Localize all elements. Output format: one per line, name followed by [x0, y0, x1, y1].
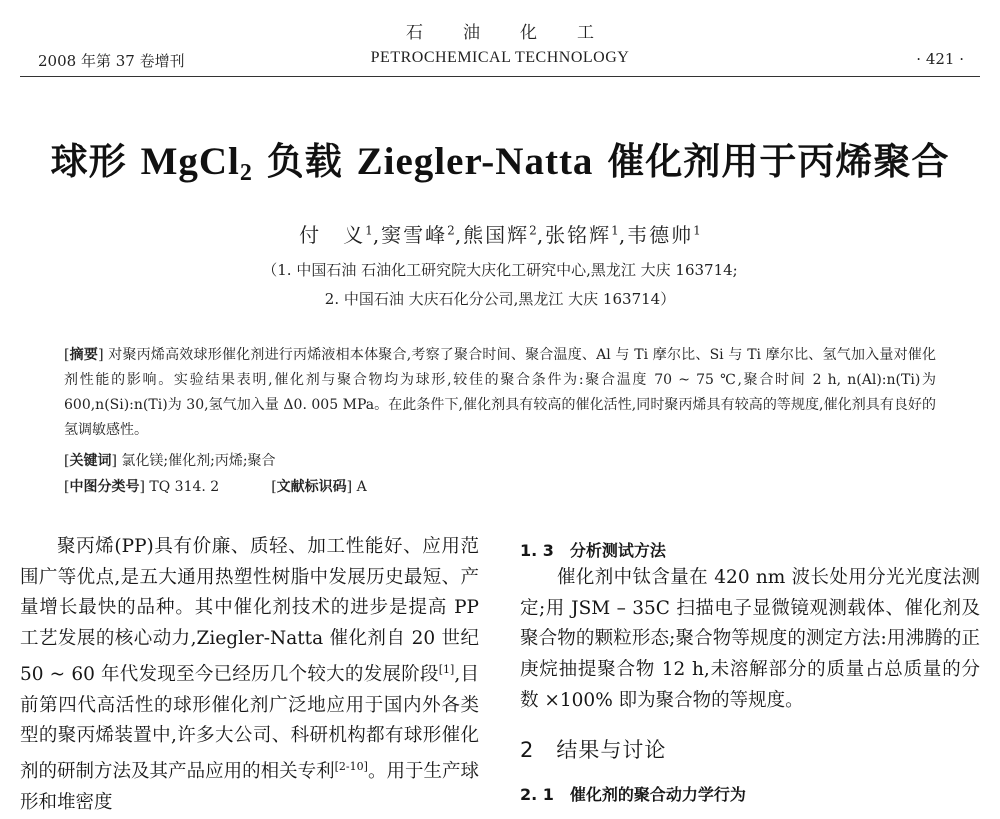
clc-bracket-close: ] — [139, 479, 145, 495]
title-part3: 催化剂用于丙烯聚合 — [593, 140, 950, 183]
author-affiliation-mark: 1 — [365, 223, 373, 238]
abstract-label-open: [ — [64, 347, 70, 363]
clc-label: 中图分类号 — [69, 479, 140, 495]
doc-code-bracket-open: [ — [271, 479, 277, 495]
section-1-3-text: 催化剂中钛含量在 420 nm 波长处用分光光度法测定;用 JSM – 35C 扫描电子显微镜观测载体、催化剂及聚合物的颗粒形态;聚合物等规度的测定方法:用沸腾的正庚烷抽提聚合物 12 h,未溶解部分的质量占总质量的分数 ×100% 即为聚合物的等规度。 — [520, 567, 980, 711]
title-part1: 球形 — [50, 140, 141, 183]
journal-title-cn: 石油化工 — [406, 23, 634, 43]
keywords-label: 关键词 — [69, 453, 112, 469]
abstract — [64, 343, 936, 443]
clc-value: TQ 314. 2 — [149, 479, 220, 495]
author-name: 张铭辉 — [545, 223, 612, 247]
citation-ref: [2-10] — [334, 760, 368, 774]
classification — [64, 475, 936, 500]
author-name: 窦雪峰 — [381, 223, 448, 247]
abstract-text: 对聚丙烯高效球形催化剂进行丙烯液相本体聚合,考察了聚合时间、聚合温度、Al 与 Ti 摩尔比、Si 与 Ti 摩尔比、氢气加入量对催化剂性能的影响。实验结果表明,催化剂与聚合物均为球形,较佳的聚合条件为:聚合温度 70 ~ 75 ℃,聚合时间 2 h, n(Al):n(Ti)为 600,n(Si):n(Ti)为 30,氢气加入量 Δ0. 005 MPa。在此条件下,催化剂具有较高的催化活性,同时聚丙烯具有较高的等规度,催化剂具有良好的氢调敏感性。 — [64, 347, 937, 438]
author-separator: , — [536, 223, 546, 247]
page-number: · 421 · — [916, 50, 964, 68]
title-formula — [140, 140, 253, 186]
author-list — [0, 219, 1000, 248]
abstract-label-close: ] — [98, 347, 104, 363]
intro-text-c: 。用于生产球形和堆密度 — [20, 761, 479, 813]
header-rule — [20, 76, 980, 77]
keywords — [64, 449, 936, 474]
author-separator: , — [454, 223, 464, 247]
journal-title-en: PETROCHEMICAL TECHNOLOGY — [370, 49, 630, 66]
keywords-text: 氯化镁;催化剂;丙烯;聚合 — [121, 453, 276, 469]
author-separator: , — [618, 223, 628, 247]
author-affiliation-mark: 2 — [529, 223, 537, 238]
intro-paragraph — [20, 532, 479, 819]
title-latin: Ziegler-Natta — [356, 140, 594, 183]
issue-label: 2008 年第 37 卷增刊 — [38, 52, 185, 70]
keywords-bracket-open: [ — [64, 453, 70, 469]
doc-code-value: A — [356, 479, 367, 495]
affiliation-line-2: 2. 中国石油 大庆石化分公司,黑龙江 大庆 163714） — [324, 290, 676, 308]
author-affiliation-mark: 1 — [693, 223, 701, 238]
clc-bracket-open: [ — [64, 479, 70, 495]
affiliation-line-1: （1. 中国石油 石油化工研究院大庆化工研究中心,黑龙江 大庆 163714; — [262, 261, 738, 279]
author-name: 韦德帅 — [627, 223, 694, 247]
abstract-label: 摘要 — [69, 347, 99, 363]
title-formula-sub: 2 — [239, 160, 253, 186]
intro-text-b: ,目前第四代高活性的球形催化剂广泛地应用于国内外各类型的聚丙烯装置中,许多大公司、科研机构都有球形催化剂的研制方法及其产品应用的相关专利 — [20, 663, 479, 783]
title-part2: 负载 — [252, 140, 357, 183]
section-1-3-heading: 1. 3 分析测试方法 — [520, 541, 666, 560]
author-name: 熊国辉 — [463, 223, 530, 247]
section-2-heading: 2 结果与讨论 — [520, 738, 667, 762]
paper-title — [0, 131, 1000, 185]
title-formula-main: MgCl — [140, 140, 240, 183]
doc-code-label: 文献标识码 — [276, 479, 347, 495]
author-affiliation-mark: 1 — [611, 223, 619, 238]
section-2-1-heading: 2. 1 催化剂的聚合动力学行为 — [520, 785, 746, 804]
citation-ref: [1] — [438, 662, 455, 676]
doc-code-bracket-close: ] — [346, 479, 353, 495]
author-separator: , — [372, 223, 382, 247]
author-name: 付 义 — [299, 223, 366, 247]
intro-text-a: 聚丙烯(PP)具有价廉、质轻、加工性能好、应用范围广等优点,是五大通用热塑性树脂中发展历史最短、产量增长最快的品种。其中催化剂技术的进步是提高 PP 工艺发展的核心动力,Ziegler-Natta 催化剂自 20 世纪 50 ~ 60 年代发现至今已经历几个较大的发展阶段 — [20, 536, 479, 685]
keywords-bracket-close: ] — [111, 453, 117, 469]
author-affiliation-mark: 2 — [447, 223, 455, 238]
